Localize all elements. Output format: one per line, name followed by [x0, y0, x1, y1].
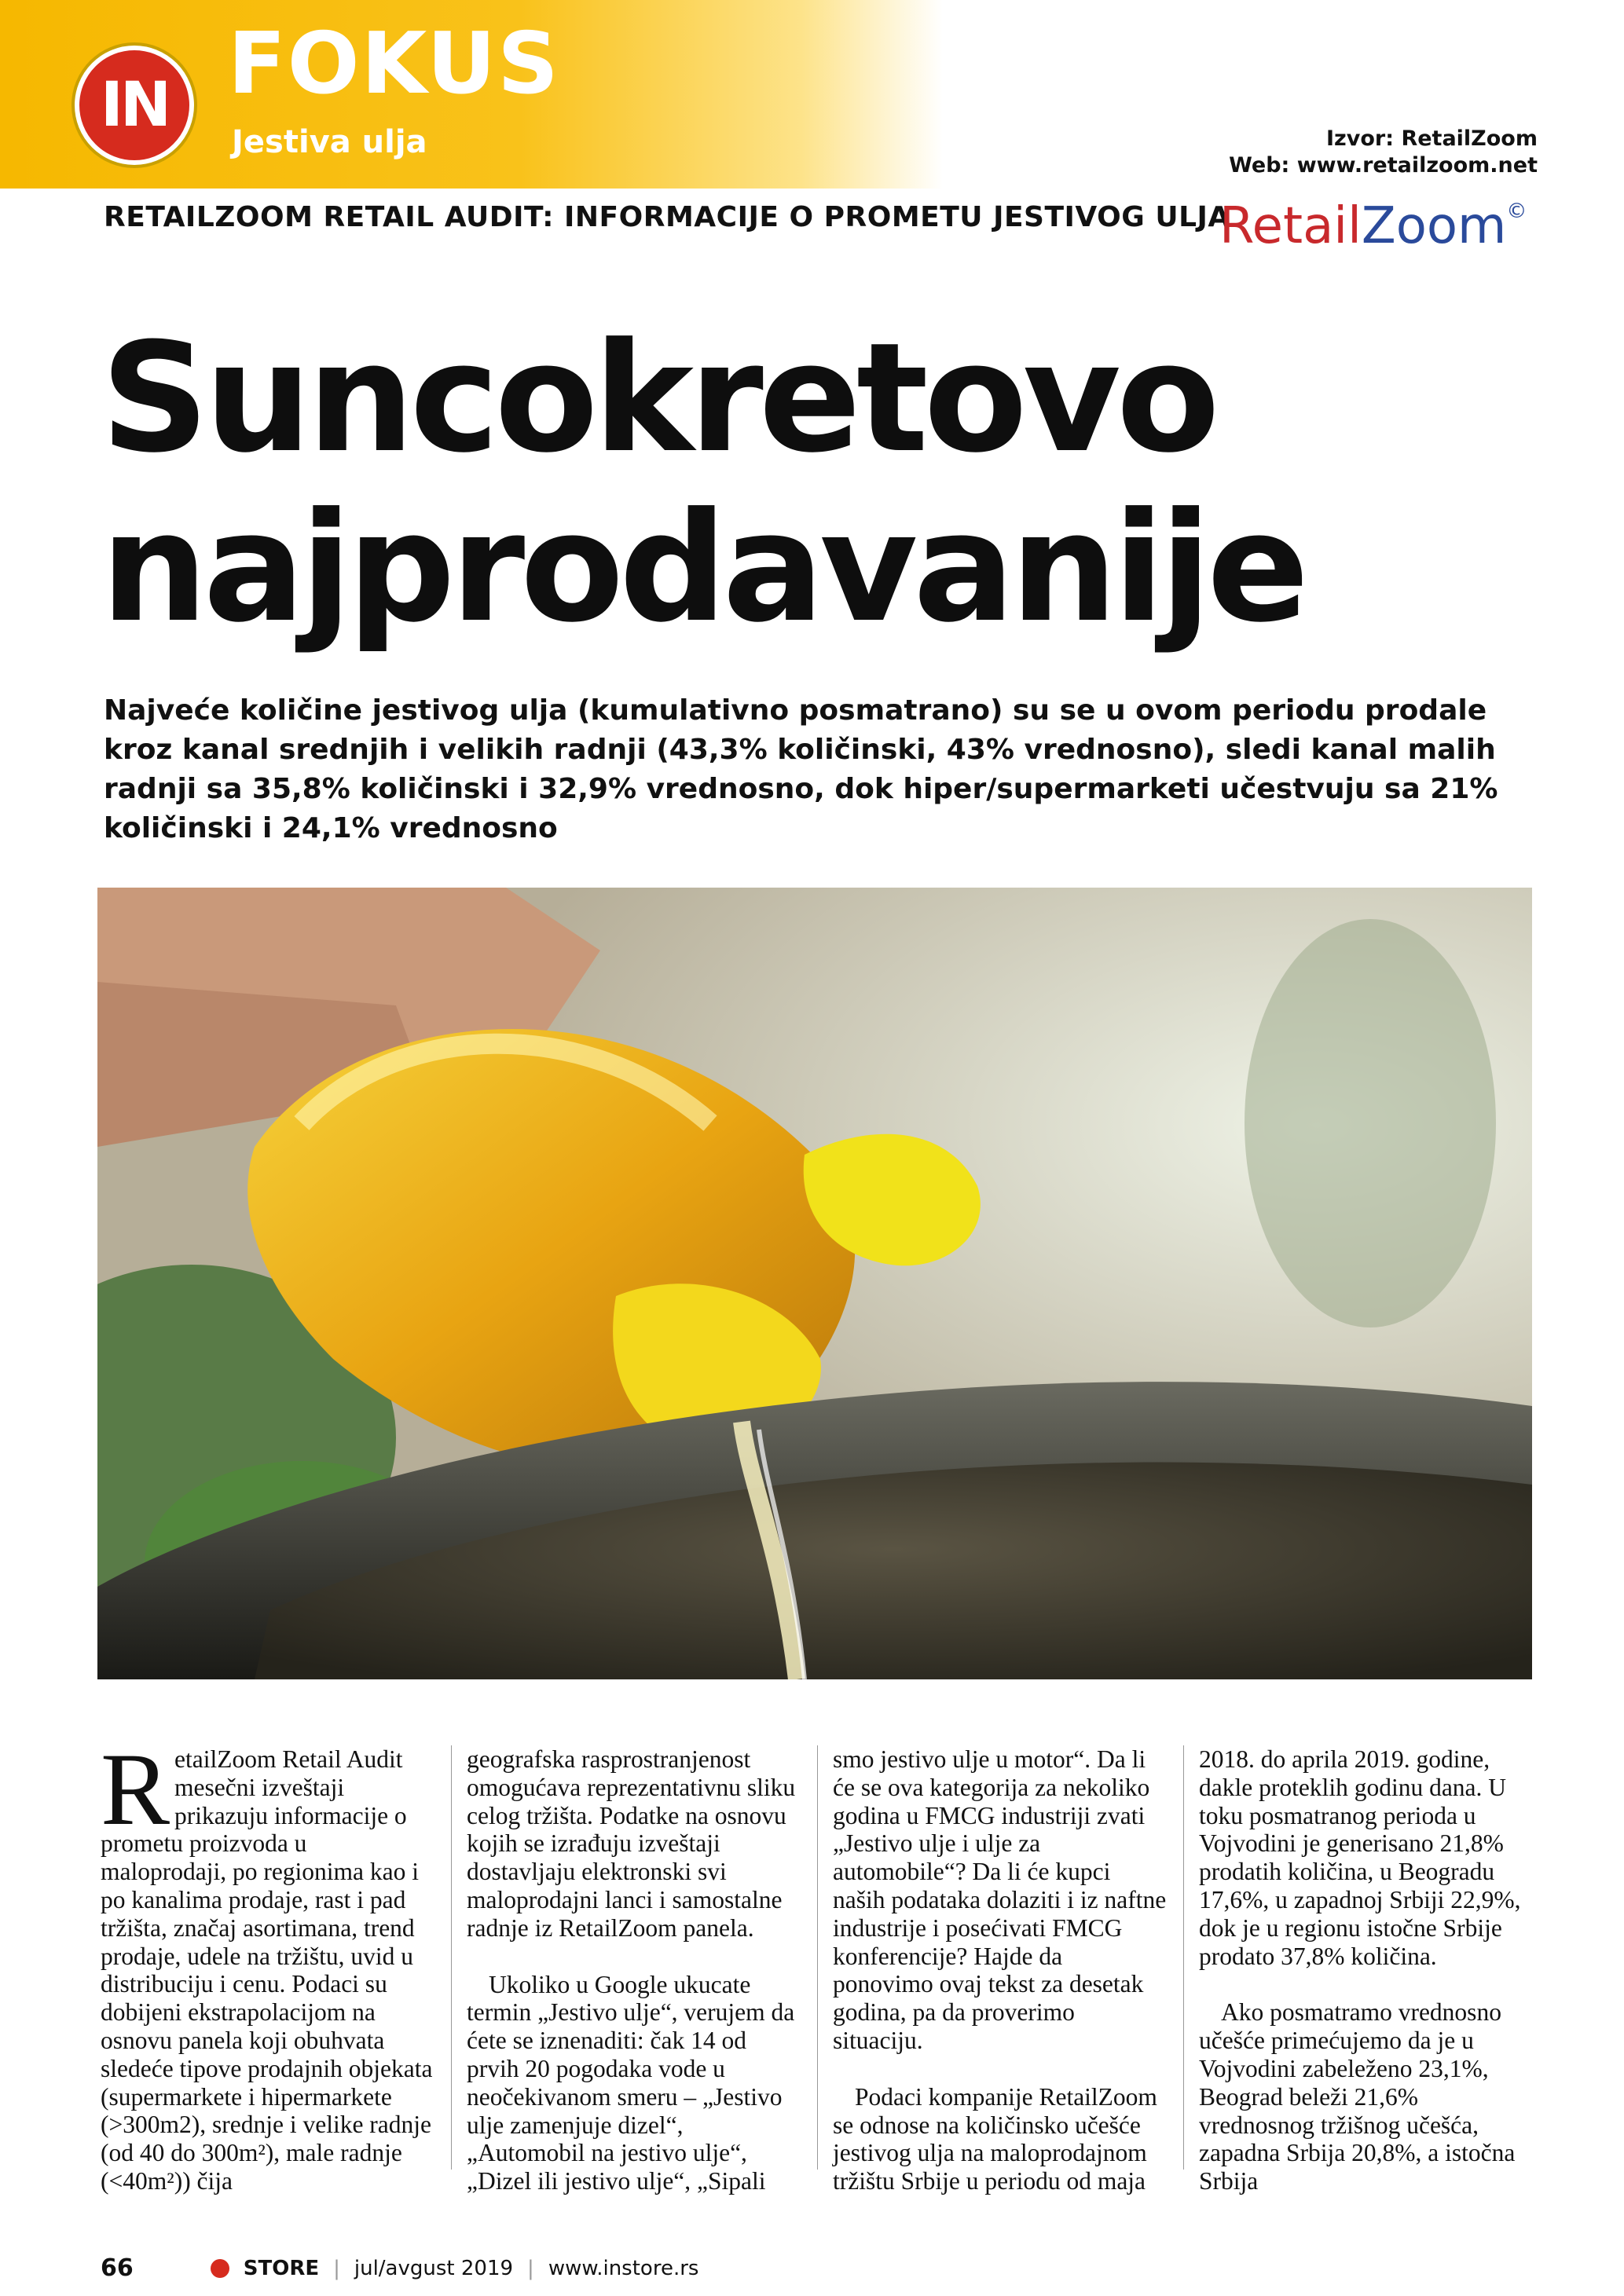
logo-zoom: Zoom [1361, 197, 1507, 255]
retailzoom-logo [1219, 197, 1527, 255]
body-paragraph: geografska rasprostranjenost omogućava reprezentativnu sliku celog tržišta. Podatke na osnovu kojih se izrađuju izveštaji dostavljaju elektronski svi maloprodajni lanci i samostalne radnje iz RetailZoom panela. [467, 1745, 796, 1942]
copyright-mark: © [1506, 200, 1527, 223]
body-paragraph: smo jestivo ulje u motor“. Da li će se ova kategorija za nekoliko godina u FMCG industriji zvati „Jestivo ulje i ulje za automobile“? Da li će kupci naših podataka dolaziti i iz naftne industrije i posećivati FMCG konferencije? Hajde da ponovimo ovaj tekst za desetak godina, pa da proverimo situaciju. [833, 1745, 1167, 2054]
body-paragraph: Podaci kompanije RetailZoom se odnose na količinsko učešće jestivog ulja na maloprodajnom tržištu Srbije u periodu od maja [833, 2082, 1157, 2195]
in-small-icon [211, 2259, 229, 2278]
source-web: Web: www.retailzoom.net [1229, 153, 1538, 178]
source-name: Izvor: RetailZoom [1326, 126, 1538, 151]
body-column-4 [1199, 1745, 1533, 2195]
article-kicker: RETAILZOOM RETAIL AUDIT: INFORMACIJE O PROMETU JESTIVOG ULJA [104, 201, 1230, 233]
column-divider [817, 1745, 818, 2170]
section-subtitle: Jestiva ulja [232, 124, 427, 160]
column-divider [451, 1745, 452, 2170]
oil-pouring-photo [97, 888, 1532, 1679]
body-paragraph: 2018. do aprila 2019. godine, dakle proteklih godinu dana. U toku posmatranog perioda u Vojvodini je generisano 21,8% prodatih količina, u Beogradu 17,6%, u zapadnoj Srbiji 22,9%, dok je u regionu istočne Srbije prodato 37,8% količina. [1199, 1745, 1521, 1970]
source-credit [1229, 126, 1538, 179]
in-logo: IN [75, 46, 194, 165]
body-column-1 [101, 1731, 434, 2195]
footer-issue: jul/avgust 2019 [354, 2256, 514, 2280]
article-body [101, 1731, 1535, 2195]
body-paragraph: etailZoom Retail Audit mesečni izveštaji prikazuju informacije o prometu proizvoda u maloprodaji, po regionima kao i po kanalima prodaje, rast i pad tržišta, značaj asortimana, trend prodaje, udele na tržištu, uvid u distribuciju i cenu. Podaci su dobijeni ekstrapolacijom na osnovu panela koji obuhvata sledeće tipove prodajnih objekata (supermarkete i hipermarkete (>300m2), srednje i velike radnje (od 40 do 300m²), male radnje (<40m²)) čija [101, 1745, 433, 2195]
page-footer [101, 2254, 698, 2282]
body-paragraph: Ukoliko u Google ukucate termin „Jestivo ulje“, verujem da ćete se iznenaditi: čak 14 od prvih 20 pogodaka vode u neočekivanom smeru – „Jestivo ulje zamenjuje dizel“, „Automobil na jestivo ulje“, „Dizel ili jestivo ulje“, „Sipali [467, 1970, 795, 2195]
logo-retail: Retail [1219, 197, 1362, 255]
body-paragraph: Ako posmatramo vrednosno učešće primećujemo da je u Vojvodini zabeleženo 23,1%, Beograd beleži 21,6% vrednosnog tržišnog učešća, zapadna Srbija 20,8%, a istočna Srbija [1199, 1998, 1516, 2195]
body-column-3 [833, 1745, 1167, 2195]
photo-illustration [97, 888, 1532, 1679]
page-number: 66 [101, 2254, 134, 2282]
article-headline [101, 311, 1305, 656]
body-column-2 [467, 1745, 801, 2195]
footer-separator: | [527, 2256, 534, 2280]
drop-cap: R [101, 1731, 170, 1847]
headline-line-2: najprodavanije [101, 481, 1305, 656]
headline-line-1: Suncokretovo [101, 311, 1215, 486]
column-divider [1183, 1745, 1184, 2170]
footer-brand: STORE [243, 2256, 320, 2280]
footer-separator: | [333, 2256, 340, 2280]
article-lead: Najveće količine jestivog ulja (kumulativno posmatrano) su se u ovom periodu prodale kroz kanal srednjih i velikih radnji (43,3% količinski, 43% vrednosno), sledi kanal malih radnji sa 35,8% količinski i 32,9% vrednosno, dok hiper/supermarketi učestvuju sa 21% količinski i 24,1% vrednosno [104, 694, 1498, 844]
section-title: FOKUS [228, 15, 560, 113]
footer-website[interactable]: www.instore.rs [548, 2256, 699, 2280]
